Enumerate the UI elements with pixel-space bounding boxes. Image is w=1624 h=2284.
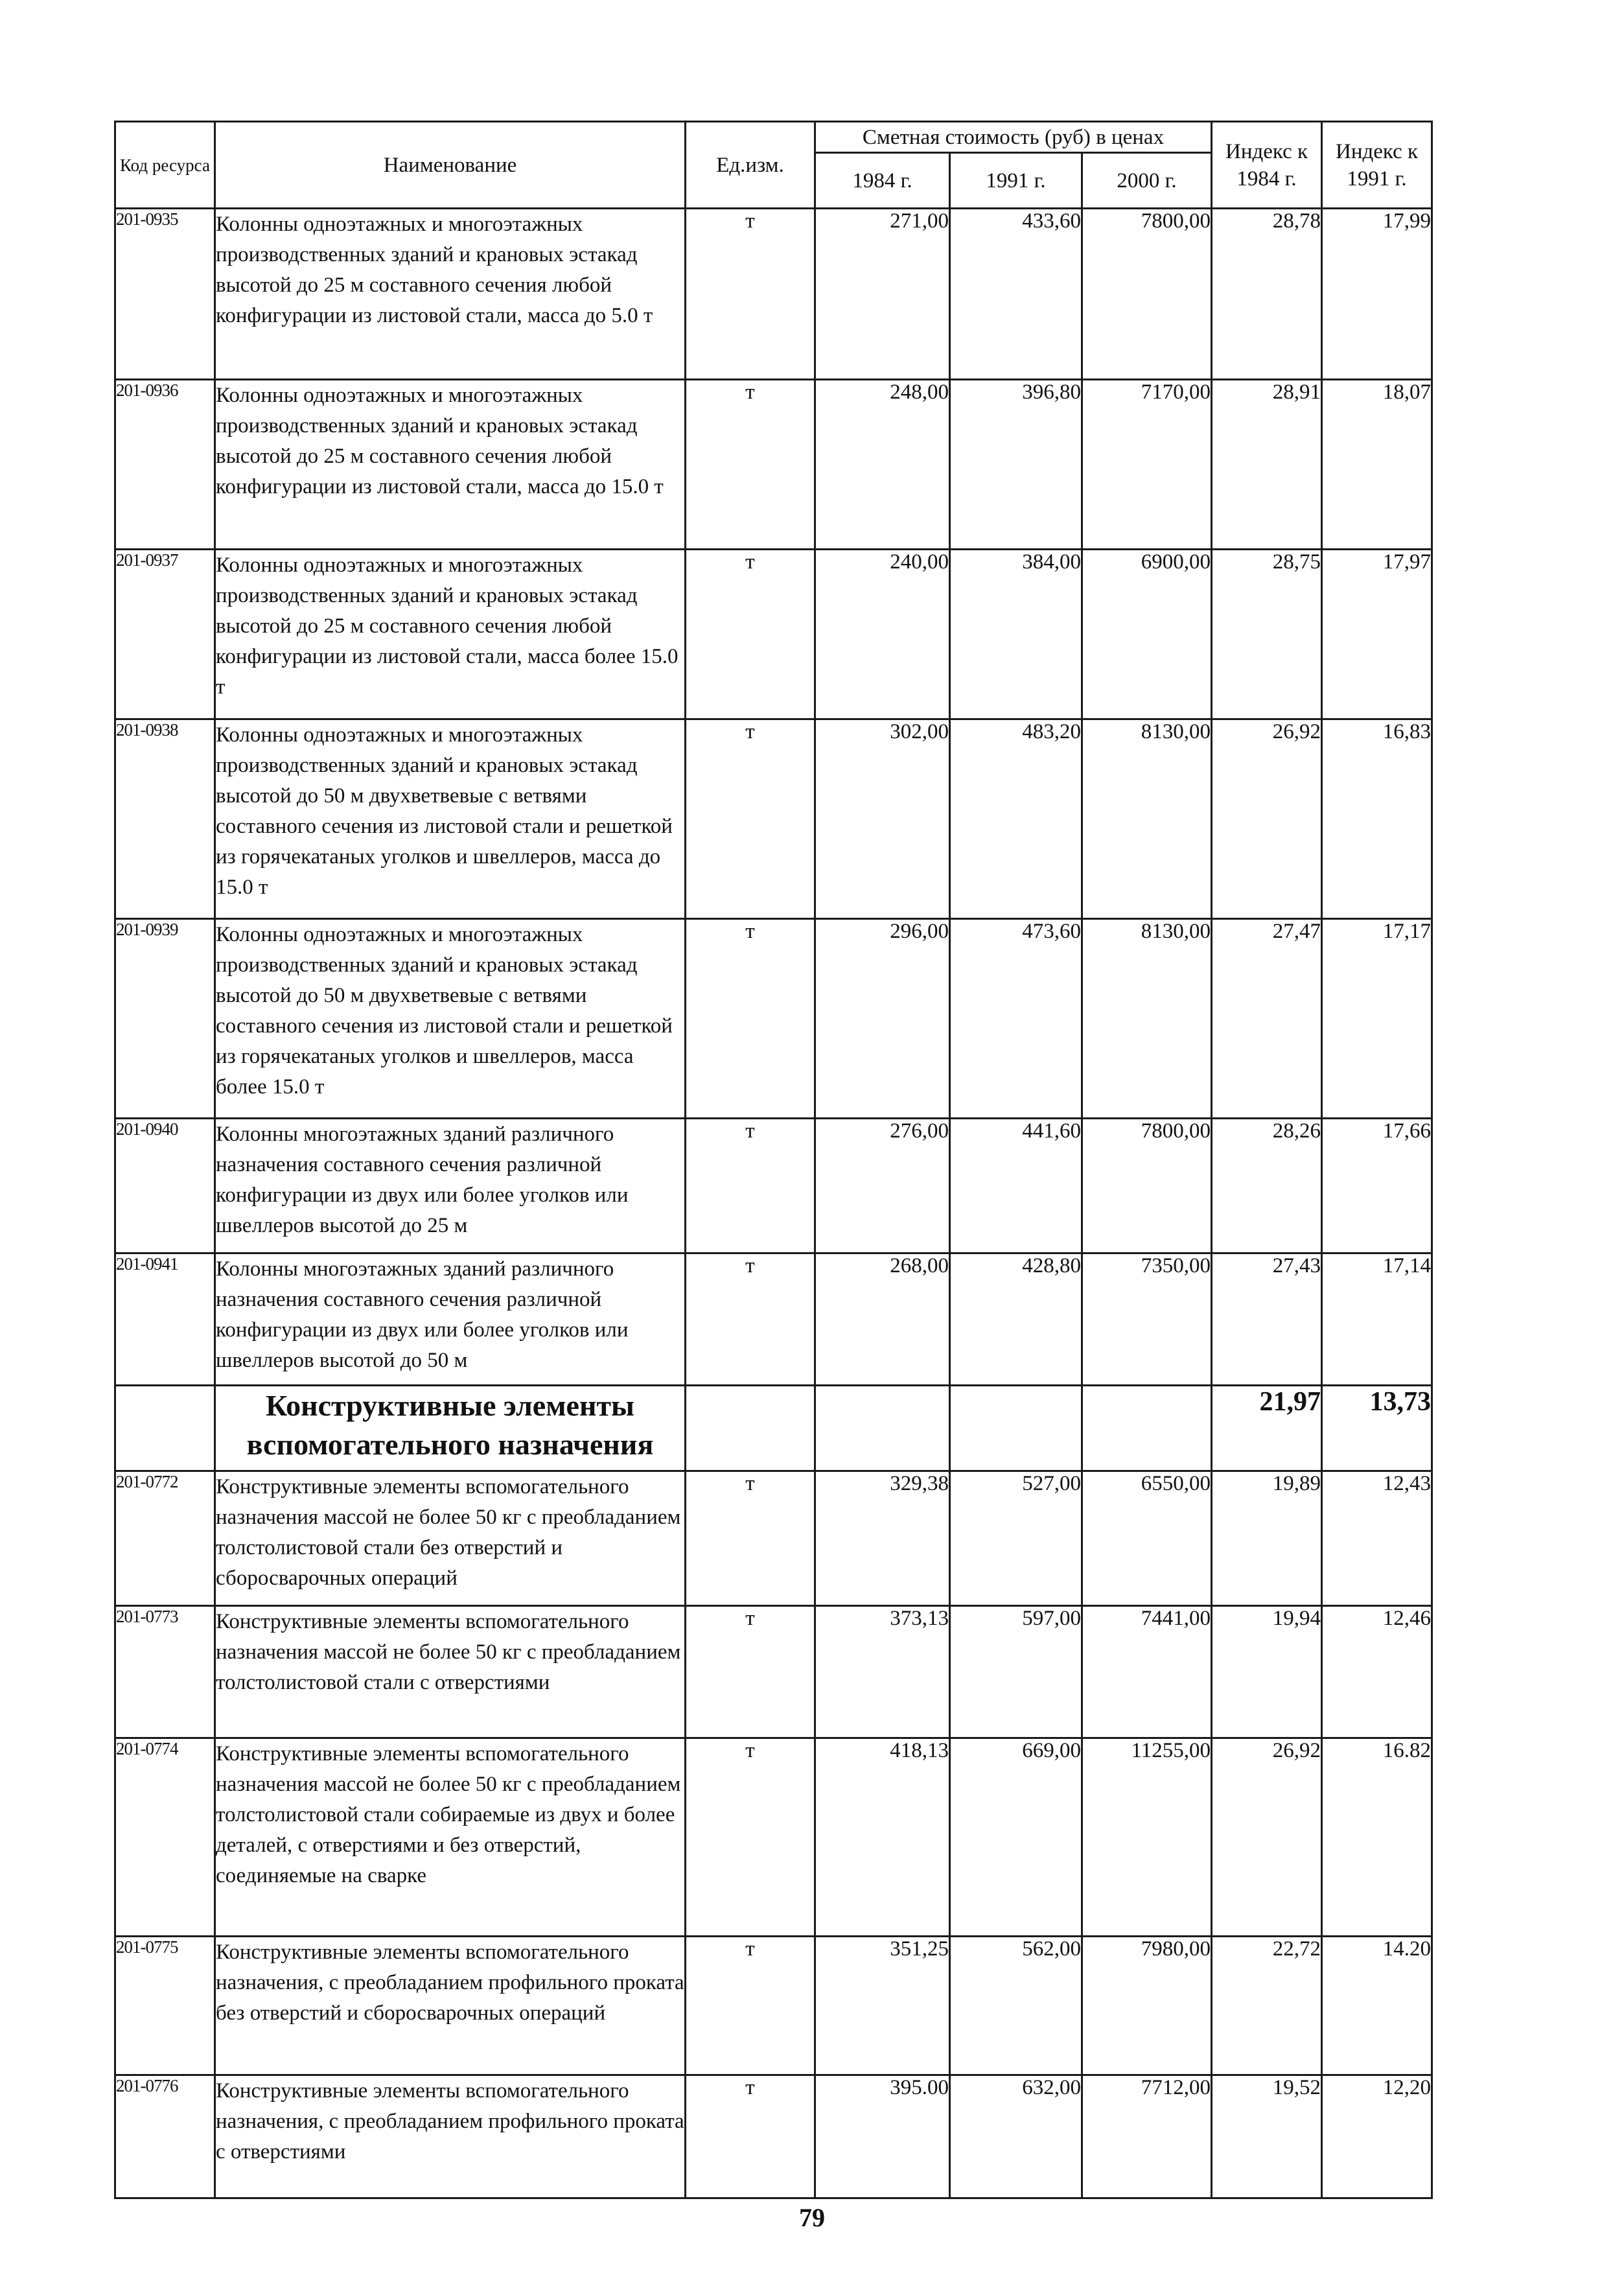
- page-number: 79: [799, 2203, 825, 2232]
- cost-1991: 473,60: [950, 919, 1082, 1119]
- index-1984: 27,47: [1212, 919, 1322, 1119]
- unit-of-measure: т: [686, 1606, 815, 1738]
- table-row: [115, 380, 1432, 550]
- group2-rows: [115, 1471, 1432, 2198]
- cost-2000: 7350,00: [1082, 1253, 1212, 1386]
- cost-2000: 6900,00: [1082, 550, 1212, 719]
- resource-code: 201-0940: [115, 1119, 215, 1253]
- resource-name: Колонны одноэтажных и многоэтажных производственных зданий и крановых эстакад высотой до 50 м двухветвевые с ветвями составного сечения из листовой стали и решеткой из горячекатаных уголков и швеллеров, масса до 15.0 т: [215, 719, 686, 919]
- index-1991: 17,66: [1322, 1119, 1432, 1253]
- resource-code: 201-0775: [115, 1937, 215, 2075]
- section-unit-cell: [686, 1386, 815, 1471]
- cost-2000: 11255,00: [1082, 1738, 1212, 1937]
- table-header: [115, 122, 1432, 209]
- header-cost-group: Сметная стоимость (руб) в ценах: [815, 122, 1212, 153]
- resource-name: Конструктивные элементы вспомогательного назначения массой не более 50 кг с преобладанием толстолистовой стали с отверстиями: [215, 1606, 686, 1738]
- unit-of-measure: т: [686, 1937, 815, 2075]
- unit-of-measure: т: [686, 1119, 815, 1253]
- index-1991: 17,17: [1322, 919, 1432, 1119]
- index-1984: 28,75: [1212, 550, 1322, 719]
- index-1991: 16.82: [1322, 1738, 1432, 1937]
- cost-2000: 7441,00: [1082, 1606, 1212, 1738]
- index-1991: 17,97: [1322, 550, 1432, 719]
- resource-code: 201-0773: [115, 1606, 215, 1738]
- resource-name: Колонны одноэтажных и многоэтажных производственных зданий и крановых эстакад высотой до 25 м составного сечения любой конфигурации из листовой стали, масса до 5.0 т: [215, 209, 686, 380]
- unit-of-measure: т: [686, 719, 815, 919]
- section-cost-2000-cell: [1082, 1386, 1212, 1471]
- index-1984: 26,92: [1212, 719, 1322, 919]
- index-1991: 12,43: [1322, 1471, 1432, 1606]
- resource-name: Конструктивные элементы вспомогательного назначения, с преобладанием профильного проката без отверстий и сборосварочных операций: [215, 1937, 686, 2075]
- cost-1991: 441,60: [950, 1119, 1082, 1253]
- cost-2000: 7980,00: [1082, 1937, 1212, 2075]
- cost-1991: 562,00: [950, 1937, 1082, 2075]
- cost-2000: 7170,00: [1082, 380, 1212, 550]
- unit-of-measure: т: [686, 380, 815, 550]
- index-1984: 19,94: [1212, 1606, 1322, 1738]
- cost-2000: 6550,00: [1082, 1471, 1212, 1606]
- header-index-1991: Индекс к 1991 г.: [1322, 122, 1432, 209]
- cost-1984: 351,25: [815, 1937, 950, 2075]
- index-1984: 27,43: [1212, 1253, 1322, 1386]
- cost-1991: 396,80: [950, 380, 1082, 550]
- section-index-1984: 21,97: [1212, 1386, 1322, 1471]
- cost-1991: 527,00: [950, 1471, 1082, 1606]
- section-cost-1991-cell: [950, 1386, 1082, 1471]
- resource-name: Конструктивные элементы вспомогательного назначения массой не более 50 кг с преобладанием толстолистовой стали без отверстий и сборосварочных операций: [215, 1471, 686, 1606]
- cost-1984: 395.00: [815, 2075, 950, 2198]
- table-row: [115, 1937, 1432, 2075]
- cost-2000: 8130,00: [1082, 919, 1212, 1119]
- index-1991: 12,46: [1322, 1606, 1432, 1738]
- section-index-1991: 13,73: [1322, 1386, 1432, 1471]
- resource-name: Конструктивные элементы вспомогательного назначения массой не более 50 кг с преобладанием толстолистовой стали собираемые из двух и более деталей, с отверстиями и без отверстий, соединяемые на сварке: [215, 1738, 686, 1937]
- table-row: [115, 719, 1432, 919]
- index-1984: 28,91: [1212, 380, 1322, 550]
- cost-1984: 329,38: [815, 1471, 950, 1606]
- table-row: [115, 1253, 1432, 1386]
- cost-1991: 433,60: [950, 209, 1082, 380]
- resource-name: Колонны одноэтажных и многоэтажных производственных зданий и крановых эстакад высотой до 50 м двухветвевые с ветвями составного сечения из листовой стали и решеткой из горячекатаных уголков и швеллеров, масса более 15.0 т: [215, 919, 686, 1119]
- table-row: [115, 1738, 1432, 1937]
- index-1991: 17,99: [1322, 209, 1432, 380]
- cost-1984: 418,13: [815, 1738, 950, 1937]
- unit-of-measure: т: [686, 2075, 815, 2198]
- index-1991: 17,14: [1322, 1253, 1432, 1386]
- resource-name: Колонны одноэтажных и многоэтажных производственных зданий и крановых эстакад высотой до 25 м составного сечения любой конфигурации из листовой стали, масса до 15.0 т: [215, 380, 686, 550]
- cost-1991: 428,80: [950, 1253, 1082, 1386]
- index-1984: 28,26: [1212, 1119, 1322, 1253]
- cost-1984: 276,00: [815, 1119, 950, 1253]
- header-year-1984: 1984 г.: [815, 153, 950, 209]
- cost-1991: 483,20: [950, 719, 1082, 919]
- cost-2000: 7712,00: [1082, 2075, 1212, 2198]
- header-index-1984: Индекс к 1984 г.: [1212, 122, 1322, 209]
- cost-1991: 384,00: [950, 550, 1082, 719]
- unit-of-measure: т: [686, 209, 815, 380]
- unit-of-measure: т: [686, 919, 815, 1119]
- index-1984: 26,92: [1212, 1738, 1322, 1937]
- table-row: [115, 1471, 1432, 1606]
- table-row: [115, 919, 1432, 1119]
- section-block: [115, 1386, 1432, 1471]
- resource-code: 201-0772: [115, 1471, 215, 1606]
- resource-code: 201-0776: [115, 2075, 215, 2198]
- index-1984: 28,78: [1212, 209, 1322, 380]
- index-1991: 16,83: [1322, 719, 1432, 919]
- cost-2000: 8130,00: [1082, 719, 1212, 919]
- unit-of-measure: т: [686, 1471, 815, 1606]
- section-cost-1984-cell: [815, 1386, 950, 1471]
- resource-name: Колонны многоэтажных зданий различного назначения составного сечения различной конфигурации из двух или более уголков или швеллеров высотой до 50 м: [215, 1253, 686, 1386]
- group1-rows: [115, 209, 1432, 1386]
- unit-of-measure: т: [686, 550, 815, 719]
- cost-2000: 7800,00: [1082, 1119, 1212, 1253]
- section-title: Конструктивные элементы вспомогательного назначения: [215, 1386, 686, 1471]
- index-1984: 19,89: [1212, 1471, 1322, 1606]
- resource-code: 201-0938: [115, 719, 215, 919]
- header-unit: Ед.изм.: [686, 122, 815, 209]
- cost-1984: 268,00: [815, 1253, 950, 1386]
- table-row: [115, 209, 1432, 380]
- index-1991: 12,20: [1322, 2075, 1432, 2198]
- cost-1991: 669,00: [950, 1738, 1082, 1937]
- resource-name: Колонны многоэтажных зданий различного назначения составного сечения различной конфигурации из двух или более уголков или швеллеров высотой до 25 м: [215, 1119, 686, 1253]
- header-code: Код ресурса: [115, 122, 215, 209]
- unit-of-measure: т: [686, 1253, 815, 1386]
- table-row: [115, 1119, 1432, 1253]
- cost-1984: 240,00: [815, 550, 950, 719]
- cost-1984: 271,00: [815, 209, 950, 380]
- resource-code: 201-0939: [115, 919, 215, 1119]
- cost-1984: 296,00: [815, 919, 950, 1119]
- resource-name: Конструктивные элементы вспомогательного назначения, с преобладанием профильного проката с отверстиями: [215, 2075, 686, 2198]
- table-row: [115, 2075, 1432, 2198]
- index-1984: 19,52: [1212, 2075, 1322, 2198]
- resource-code: 201-0936: [115, 380, 215, 550]
- cost-1991: 597,00: [950, 1606, 1082, 1738]
- cost-2000: 7800,00: [1082, 209, 1212, 380]
- header-name: Наименование: [215, 122, 686, 209]
- header-year-1991: 1991 г.: [950, 153, 1082, 209]
- section-row: [115, 1386, 1432, 1471]
- cost-1984: 302,00: [815, 719, 950, 919]
- index-1991: 14.20: [1322, 1937, 1432, 2075]
- resource-code: 201-0935: [115, 209, 215, 380]
- resource-name: Колонны одноэтажных и многоэтажных производственных зданий и крановых эстакад высотой до 25 м составного сечения любой конфигурации из листовой стали, масса более 15.0 т: [215, 550, 686, 719]
- section-code-cell: [115, 1386, 215, 1471]
- index-1984: 22,72: [1212, 1937, 1322, 2075]
- table-row: [115, 550, 1432, 719]
- resource-code: 201-0941: [115, 1253, 215, 1386]
- cost-1984: 248,00: [815, 380, 950, 550]
- header-year-2000: 2000 г.: [1082, 153, 1212, 209]
- table-row: [115, 1606, 1432, 1738]
- price-table: [114, 121, 1433, 2199]
- cost-1984: 373,13: [815, 1606, 950, 1738]
- resource-code: 201-0774: [115, 1738, 215, 1937]
- index-1991: 18,07: [1322, 380, 1432, 550]
- cost-1991: 632,00: [950, 2075, 1082, 2198]
- unit-of-measure: т: [686, 1738, 815, 1937]
- resource-code: 201-0937: [115, 550, 215, 719]
